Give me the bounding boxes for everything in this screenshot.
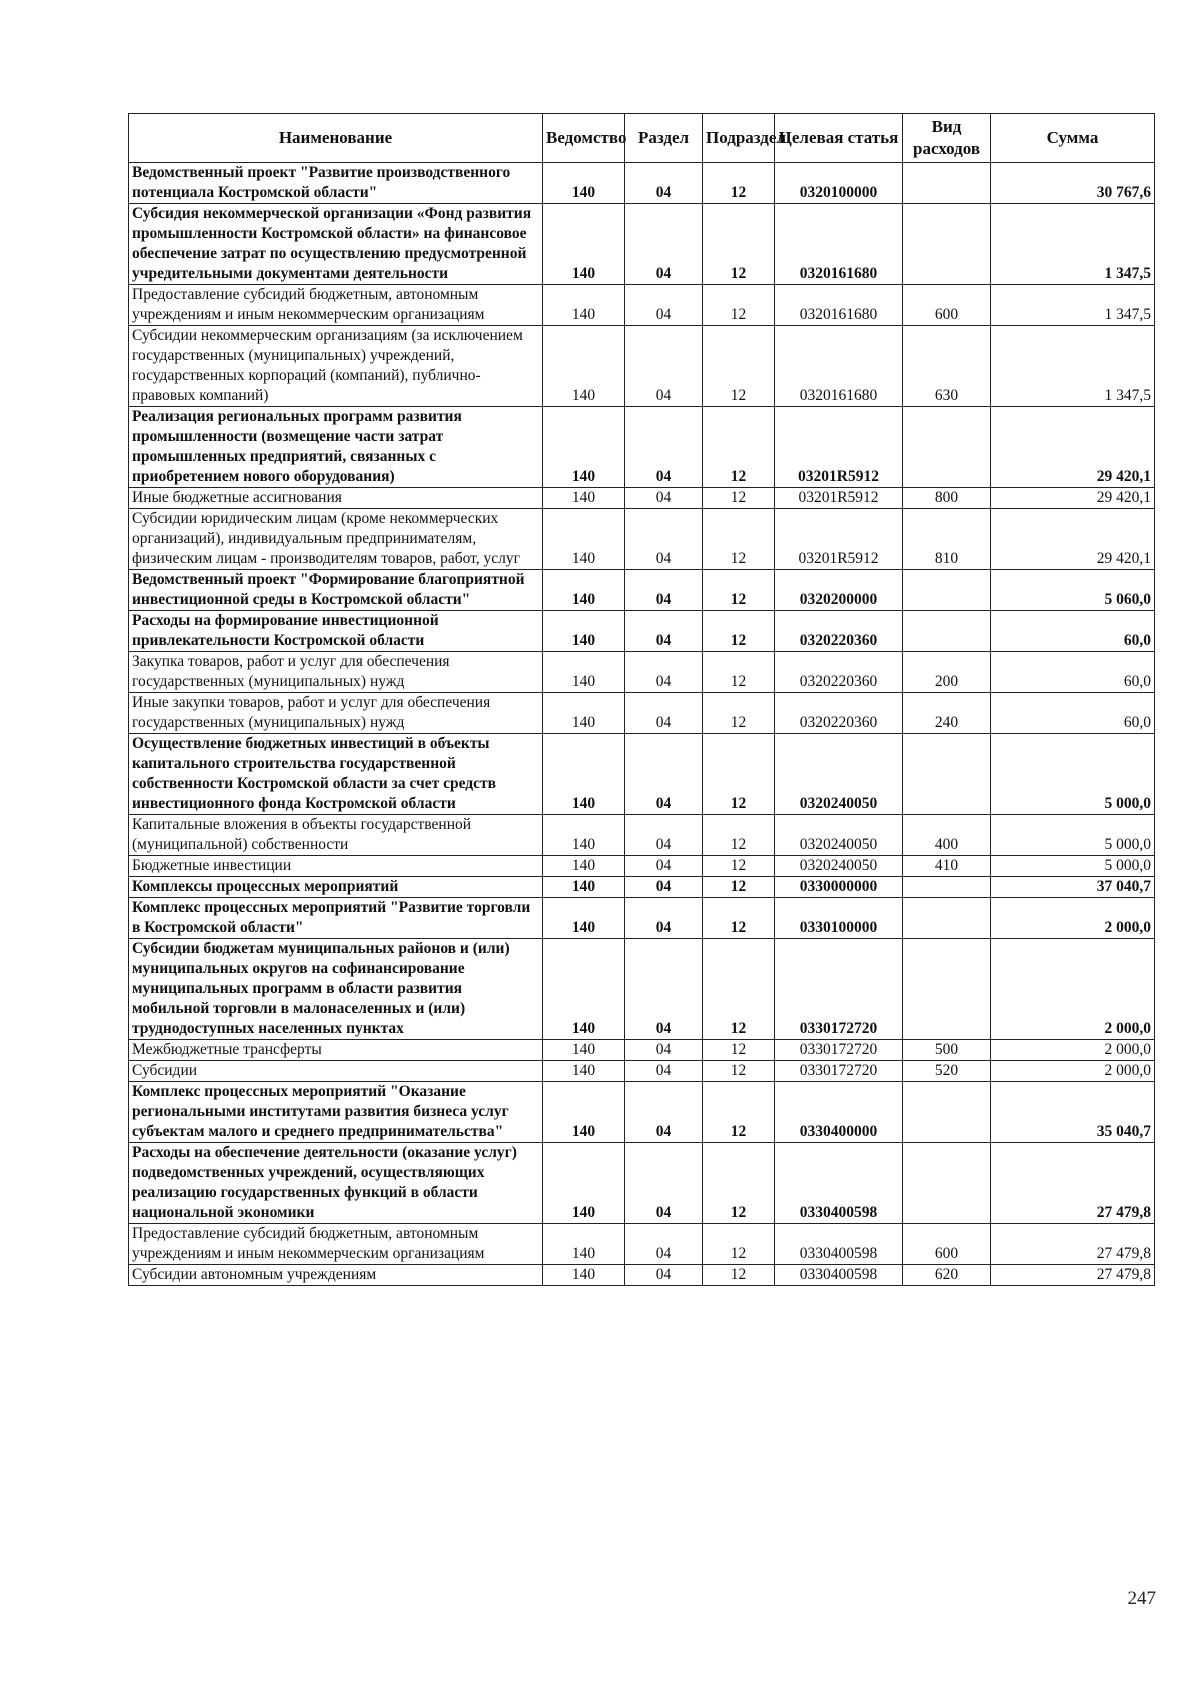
cell-amount: 29 420,1 (991, 509, 1155, 570)
cell-name: Капитальные вложения в объекты государственной (муниципальной) собственности (129, 815, 543, 856)
cell-amount: 35 040,7 (991, 1082, 1155, 1143)
cell-target-article: 03201R5912 (775, 407, 903, 488)
cell-name: Иные закупки товаров, работ и услуг для обеспечения государственных (муниципальных) нужд (129, 693, 543, 734)
cell-subsection: 12 (703, 326, 775, 407)
cell-subsection: 12 (703, 693, 775, 734)
cell-amount: 29 420,1 (991, 407, 1155, 488)
header-target-article: Целевая статья (775, 114, 903, 163)
cell-expense-type (903, 163, 991, 204)
cell-subsection: 12 (703, 877, 775, 898)
cell-section: 04 (625, 1040, 703, 1061)
cell-amount: 5 000,0 (991, 734, 1155, 815)
cell-section: 04 (625, 1061, 703, 1082)
cell-expense-type: 600 (903, 1224, 991, 1265)
cell-amount: 2 000,0 (991, 1061, 1155, 1082)
cell-name: Предоставление субсидий бюджетным, автономным учреждениям и иным некоммерческим организациям (129, 285, 543, 326)
cell-ministry: 140 (543, 1143, 625, 1224)
cell-expense-type: 810 (903, 509, 991, 570)
cell-target-article: 0320200000 (775, 570, 903, 611)
cell-name: Комплекс процессных мероприятий "Развитие торговли в Костромской области" (129, 898, 543, 939)
cell-ministry: 140 (543, 939, 625, 1040)
cell-expense-type: 200 (903, 652, 991, 693)
cell-target-article: 0330400598 (775, 1224, 903, 1265)
cell-ministry: 140 (543, 652, 625, 693)
cell-subsection: 12 (703, 734, 775, 815)
cell-expense-type: 600 (903, 285, 991, 326)
cell-section: 04 (625, 1224, 703, 1265)
cell-subsection: 12 (703, 407, 775, 488)
cell-expense-type: 240 (903, 693, 991, 734)
cell-amount: 2 000,0 (991, 898, 1155, 939)
table-row (129, 611, 1155, 652)
cell-section: 04 (625, 285, 703, 326)
cell-section: 04 (625, 326, 703, 407)
table-row (129, 734, 1155, 815)
cell-expense-type (903, 611, 991, 652)
cell-target-article: 0320220360 (775, 693, 903, 734)
cell-subsection: 12 (703, 1265, 775, 1286)
header-ministry: Ведомство (543, 114, 625, 163)
cell-amount: 27 479,8 (991, 1265, 1155, 1286)
cell-expense-type (903, 898, 991, 939)
table-row (129, 693, 1155, 734)
cell-section: 04 (625, 1265, 703, 1286)
table-row (129, 1265, 1155, 1286)
cell-expense-type (903, 1143, 991, 1224)
cell-ministry: 140 (543, 1265, 625, 1286)
cell-subsection: 12 (703, 898, 775, 939)
cell-target-article: 0330172720 (775, 1061, 903, 1082)
cell-ministry: 140 (543, 285, 625, 326)
cell-ministry: 140 (543, 204, 625, 285)
cell-name: Субсидии (129, 1061, 543, 1082)
cell-name: Осуществление бюджетных инвестиций в объекты капитального строительства государственной собственности Костромской области за счет средств инвестиционного фонда Костромской области (129, 734, 543, 815)
cell-name: Реализация региональных программ развития промышленности (возмещение части затрат промышленных предприятий, связанных с приобретением нового оборудования) (129, 407, 543, 488)
cell-expense-type: 410 (903, 856, 991, 877)
table-row (129, 877, 1155, 898)
cell-ministry: 140 (543, 1082, 625, 1143)
cell-expense-type (903, 407, 991, 488)
cell-section: 04 (625, 407, 703, 488)
cell-name: Субсидии бюджетам муниципальных районов и (или) муниципальных округов на софинансирование муниципальных программ в области развития мобильной торговли в малонаселенных и (или) труднодоступных населенных пунктах (129, 939, 543, 1040)
cell-target-article: 0320161680 (775, 285, 903, 326)
cell-target-article: 0330172720 (775, 939, 903, 1040)
cell-amount: 5 060,0 (991, 570, 1155, 611)
cell-name: Закупка товаров, работ и услуг для обеспечения государственных (муниципальных) нужд (129, 652, 543, 693)
cell-ministry: 140 (543, 877, 625, 898)
cell-name: Предоставление субсидий бюджетным, автономным учреждениям и иным некоммерческим организациям (129, 1224, 543, 1265)
cell-name: Ведомственный проект "Развитие производственного потенциала Костромской области" (129, 163, 543, 204)
table-row (129, 1143, 1155, 1224)
cell-expense-type: 520 (903, 1061, 991, 1082)
cell-expense-type (903, 939, 991, 1040)
cell-target-article: 0330100000 (775, 898, 903, 939)
cell-subsection: 12 (703, 652, 775, 693)
cell-section: 04 (625, 877, 703, 898)
table-row (129, 856, 1155, 877)
budget-table (128, 113, 1155, 1286)
cell-name: Ведомственный проект "Формирование благоприятной инвестиционной среды в Костромской области" (129, 570, 543, 611)
cell-amount: 60,0 (991, 652, 1155, 693)
cell-section: 04 (625, 734, 703, 815)
cell-expense-type (903, 734, 991, 815)
cell-target-article: 0320100000 (775, 163, 903, 204)
cell-ministry: 140 (543, 815, 625, 856)
cell-ministry: 140 (543, 509, 625, 570)
cell-name: Субсидии автономным учреждениям (129, 1265, 543, 1286)
cell-amount: 5 000,0 (991, 815, 1155, 856)
cell-subsection: 12 (703, 509, 775, 570)
cell-target-article: 03201R5912 (775, 509, 903, 570)
cell-ministry: 140 (543, 163, 625, 204)
cell-section: 04 (625, 1143, 703, 1224)
table-row (129, 652, 1155, 693)
cell-target-article: 0330400598 (775, 1143, 903, 1224)
cell-subsection: 12 (703, 1082, 775, 1143)
cell-amount: 60,0 (991, 611, 1155, 652)
cell-target-article: 0330400000 (775, 1082, 903, 1143)
cell-ministry: 140 (543, 734, 625, 815)
table-row (129, 509, 1155, 570)
cell-amount: 37 040,7 (991, 877, 1155, 898)
table-row (129, 163, 1155, 204)
table-row (129, 1224, 1155, 1265)
header-subsection: Подраздел (703, 114, 775, 163)
cell-amount: 5 000,0 (991, 856, 1155, 877)
table-row (129, 1061, 1155, 1082)
header-amount: Сумма (991, 114, 1155, 163)
cell-subsection: 12 (703, 1143, 775, 1224)
cell-ministry: 140 (543, 611, 625, 652)
cell-amount: 29 420,1 (991, 488, 1155, 509)
cell-amount: 60,0 (991, 693, 1155, 734)
table-row (129, 285, 1155, 326)
cell-expense-type: 800 (903, 488, 991, 509)
cell-name: Расходы на формирование инвестиционной привлекательности Костромской области (129, 611, 543, 652)
table-row (129, 1082, 1155, 1143)
cell-section: 04 (625, 163, 703, 204)
cell-subsection: 12 (703, 285, 775, 326)
cell-ministry: 140 (543, 856, 625, 877)
cell-section: 04 (625, 652, 703, 693)
cell-amount: 1 347,5 (991, 204, 1155, 285)
cell-target-article: 03201R5912 (775, 488, 903, 509)
cell-ministry: 140 (543, 1040, 625, 1061)
cell-section: 04 (625, 509, 703, 570)
cell-ministry: 140 (543, 570, 625, 611)
cell-subsection: 12 (703, 163, 775, 204)
cell-expense-type (903, 1082, 991, 1143)
table-body (129, 163, 1155, 1286)
cell-name: Комплекс процессных мероприятий "Оказание региональными институтами развития бизнеса услуг субъектам малого и среднего предпринимательства" (129, 1082, 543, 1143)
table-row (129, 1040, 1155, 1061)
table-row (129, 488, 1155, 509)
cell-name: Бюджетные инвестиции (129, 856, 543, 877)
table-row (129, 407, 1155, 488)
cell-subsection: 12 (703, 570, 775, 611)
cell-amount: 27 479,8 (991, 1143, 1155, 1224)
cell-section: 04 (625, 815, 703, 856)
table-row (129, 204, 1155, 285)
table-header-row (129, 114, 1155, 163)
cell-target-article: 0330000000 (775, 877, 903, 898)
cell-amount: 27 479,8 (991, 1224, 1155, 1265)
header-expense-type: Вид расходов (903, 114, 991, 163)
cell-name: Иные бюджетные ассигнования (129, 488, 543, 509)
cell-subsection: 12 (703, 488, 775, 509)
cell-ministry: 140 (543, 1061, 625, 1082)
cell-amount: 2 000,0 (991, 939, 1155, 1040)
cell-ministry: 140 (543, 1224, 625, 1265)
cell-section: 04 (625, 898, 703, 939)
cell-target-article: 0320220360 (775, 611, 903, 652)
cell-subsection: 12 (703, 1224, 775, 1265)
cell-target-article: 0320240050 (775, 815, 903, 856)
table-row (129, 898, 1155, 939)
cell-amount: 30 767,6 (991, 163, 1155, 204)
cell-subsection: 12 (703, 1040, 775, 1061)
cell-target-article: 0320161680 (775, 204, 903, 285)
cell-target-article: 0330400598 (775, 1265, 903, 1286)
table-row (129, 939, 1155, 1040)
cell-expense-type: 620 (903, 1265, 991, 1286)
cell-amount: 1 347,5 (991, 326, 1155, 407)
cell-subsection: 12 (703, 1061, 775, 1082)
cell-subsection: 12 (703, 611, 775, 652)
page-number: 247 (1127, 1588, 1156, 1609)
table-row (129, 815, 1155, 856)
cell-expense-type: 400 (903, 815, 991, 856)
cell-ministry: 140 (543, 898, 625, 939)
cell-name: Комплексы процессных мероприятий (129, 877, 543, 898)
cell-amount: 1 347,5 (991, 285, 1155, 326)
cell-section: 04 (625, 570, 703, 611)
cell-section: 04 (625, 611, 703, 652)
cell-expense-type: 500 (903, 1040, 991, 1061)
cell-target-article: 0320161680 (775, 326, 903, 407)
cell-amount: 2 000,0 (991, 1040, 1155, 1061)
cell-section: 04 (625, 1082, 703, 1143)
cell-subsection: 12 (703, 204, 775, 285)
cell-section: 04 (625, 488, 703, 509)
cell-subsection: 12 (703, 815, 775, 856)
cell-expense-type (903, 570, 991, 611)
cell-expense-type (903, 877, 991, 898)
cell-name: Субсидии некоммерческим организациям (за исключением государственных (муниципальных) учреждений, государственных корпораций (компаний), публично-правовых компаний) (129, 326, 543, 407)
cell-expense-type (903, 204, 991, 285)
cell-name: Субсидия некоммерческой организации «Фонд развития промышленности Костромской области» на финансовое обеспечение затрат по осуществлению предусмотренной учредительными документами деятельности (129, 204, 543, 285)
cell-name: Межбюджетные трансферты (129, 1040, 543, 1061)
cell-subsection: 12 (703, 856, 775, 877)
header-section: Раздел (625, 114, 703, 163)
cell-section: 04 (625, 204, 703, 285)
cell-name: Расходы на обеспечение деятельности (оказание услуг) подведомственных учреждений, осуществляющих реализацию государственных функций в области национальной экономики (129, 1143, 543, 1224)
cell-ministry: 140 (543, 488, 625, 509)
cell-section: 04 (625, 939, 703, 1040)
cell-target-article: 0330172720 (775, 1040, 903, 1061)
cell-ministry: 140 (543, 326, 625, 407)
cell-section: 04 (625, 856, 703, 877)
cell-ministry: 140 (543, 693, 625, 734)
cell-expense-type: 630 (903, 326, 991, 407)
header-name: Наименование (129, 114, 543, 163)
cell-name: Субсидии юридическим лицам (кроме некоммерческих организаций), индивидуальным предпринимателям, физическим лицам - производителям товаров, работ, услуг (129, 509, 543, 570)
table-row (129, 326, 1155, 407)
cell-subsection: 12 (703, 939, 775, 1040)
table-row (129, 570, 1155, 611)
cell-target-article: 0320240050 (775, 734, 903, 815)
cell-ministry: 140 (543, 407, 625, 488)
cell-target-article: 0320220360 (775, 652, 903, 693)
cell-section: 04 (625, 693, 703, 734)
cell-target-article: 0320240050 (775, 856, 903, 877)
